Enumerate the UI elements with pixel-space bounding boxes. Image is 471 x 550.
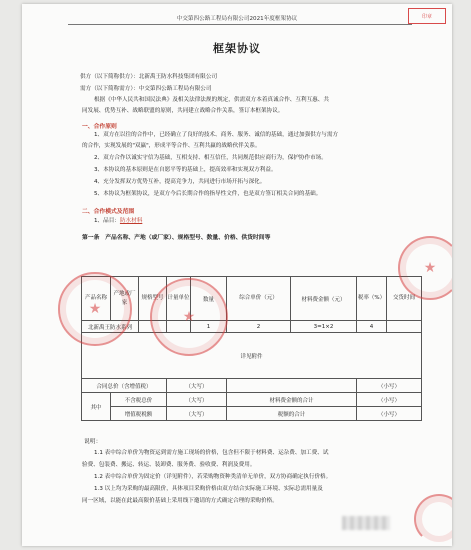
row1-amount: 3=1×2 (291, 321, 357, 333)
section-2-title: 二、合作模式及范围 (82, 209, 135, 215)
th-unit: 计量单位 (167, 277, 191, 321)
note-1b: 验费、包装费、搬运、转运、装卸费、服务费、验收费、利润及费用。 (82, 462, 256, 468)
th-origin: 产地或厂家 (111, 277, 139, 321)
note-3a: 1.3 以上均为采购的最高限价，具体项目采购价格由双方结合实际施工环境、实际总需用量及 (94, 486, 323, 492)
clause-1: 第一条 产品名称、产地（或厂家）、规格型号、数量、价格、供货时间等 (82, 235, 271, 241)
s1-item-5: 5、本协议为框架协议，是双方今后长期合作的指导性文件，也是双方签订相关合同的基础。 (94, 191, 322, 197)
vat-label: 增值税税额 (111, 407, 167, 421)
total-xiaoxie: （小写） (357, 379, 422, 393)
stamp-mark: 印章 (408, 8, 446, 24)
running-header: 中交第四公路工程局有限公司2021年度框架协议 (176, 16, 298, 22)
material-sum-label: 材料费金额的合计 (227, 393, 357, 407)
row1-tax: 4 (357, 321, 387, 333)
row1-qty: 1 (191, 321, 227, 333)
row1-product: 北新禹王防水系列 (82, 321, 139, 333)
scope-line (94, 219, 142, 225)
company-seal-corner (414, 494, 452, 544)
tax-sum-label: 税额的合计 (227, 407, 357, 421)
seal-star-icon: ★ (423, 260, 437, 276)
excl-tax-daxie: （大写） (167, 393, 227, 407)
note-3b: 同一区域，以能在此最高限价基础上采用线下邀请的方式确定合理的采购价格。 (82, 498, 278, 504)
document-title: 框架协议 (213, 42, 261, 55)
party-b: 需方（以下简称需方）：中交第四公路工程局有限公司 (80, 86, 212, 92)
excl-tax-label: 不含税总价 (111, 393, 167, 407)
th-product: 产品名称 (82, 277, 111, 321)
table-row (82, 321, 422, 333)
excl-tax-row (82, 393, 422, 407)
th-tax: 税率（%） (357, 277, 387, 321)
vat-daxie: （大写） (167, 407, 227, 421)
note-1a: 1.1 表中综合单价为物资运到需方施工现场的价格，包含但不限于材料费、运杂费、加工费、试 (94, 450, 329, 456)
th-delivery: 交货时间 (387, 277, 422, 321)
among-label: 其中 (82, 393, 111, 421)
intro-line-1: 根据《中华人民共和国民法典》及相关法律法规的规定，供需双方本着真诚合作、互利互惠、共 (94, 97, 329, 103)
s1-item-2: 2、双方合作以诚实守信为基础，互相支持、相互信任，共同规范供应商行为，保护协作市场。 (94, 155, 327, 161)
see-attachment: 详见附件 (82, 333, 422, 379)
table-header-row (82, 277, 422, 321)
total-row (82, 379, 422, 393)
vat-xiaoxie: （小写） (357, 407, 422, 421)
blurred-signature (342, 516, 390, 530)
document-page (22, 4, 452, 546)
s1-item-1a: 1、双方在以往的合作中，已经确立了良好的技术、商务、服务、诚信的基础，通过加强供方与需方 (94, 132, 339, 138)
header-rule (68, 24, 412, 25)
seal-star-icon: ★ (88, 301, 102, 317)
s1-item-4: 4、充分发挥双方优势互补，提高竞争力，共同进行市场开拓与深化。 (94, 179, 266, 185)
s1-item-1b: 的合作，实现发展的"双赢"，形成平等合作、互利共赢的战略伙伴关系。 (82, 143, 261, 149)
section-1-title: 一、合作原则 (82, 124, 117, 130)
company-seal-middle (150, 278, 228, 356)
th-price: 综合单价（元） (227, 277, 291, 321)
note-2: 1.2 表中综合单价为固定价（详见附件），若采购物资种类清单无单价，双方协商确定执行价格。 (94, 474, 332, 480)
th-qty: 数量 (191, 277, 227, 321)
total-label: 合同总价（含增值税） (82, 379, 167, 393)
row1-price: 2 (227, 321, 291, 333)
th-spec: 规格型号 (139, 277, 167, 321)
scope-value: 防水材料 (119, 218, 143, 224)
row1-delivery (387, 321, 422, 333)
company-seal-left (58, 272, 132, 346)
vat-row (82, 407, 422, 421)
total-daxie: （大写） (167, 379, 227, 393)
th-amount: 材料费金额（元） (291, 277, 357, 321)
seal-star-icon: ★ (182, 309, 196, 325)
excl-tax-xiaoxie: （小写） (357, 393, 422, 407)
scope-label: 1、品目： (94, 218, 120, 224)
table-row (82, 333, 422, 379)
s1-item-3: 3、本协议的基本原则是在自愿平等的基础上，提高效率和实现双方利益。 (94, 167, 277, 173)
intro-line-2: 同发展、优势互补、战略联盟的原则，共同建立战略合作关系，签订本框架协议。 (82, 108, 284, 114)
party-a: 供方（以下简称供方）：北新禹王防水科技集团有限公司 (80, 74, 218, 80)
notes-title: 说明： (84, 439, 102, 445)
price-table (81, 276, 422, 421)
